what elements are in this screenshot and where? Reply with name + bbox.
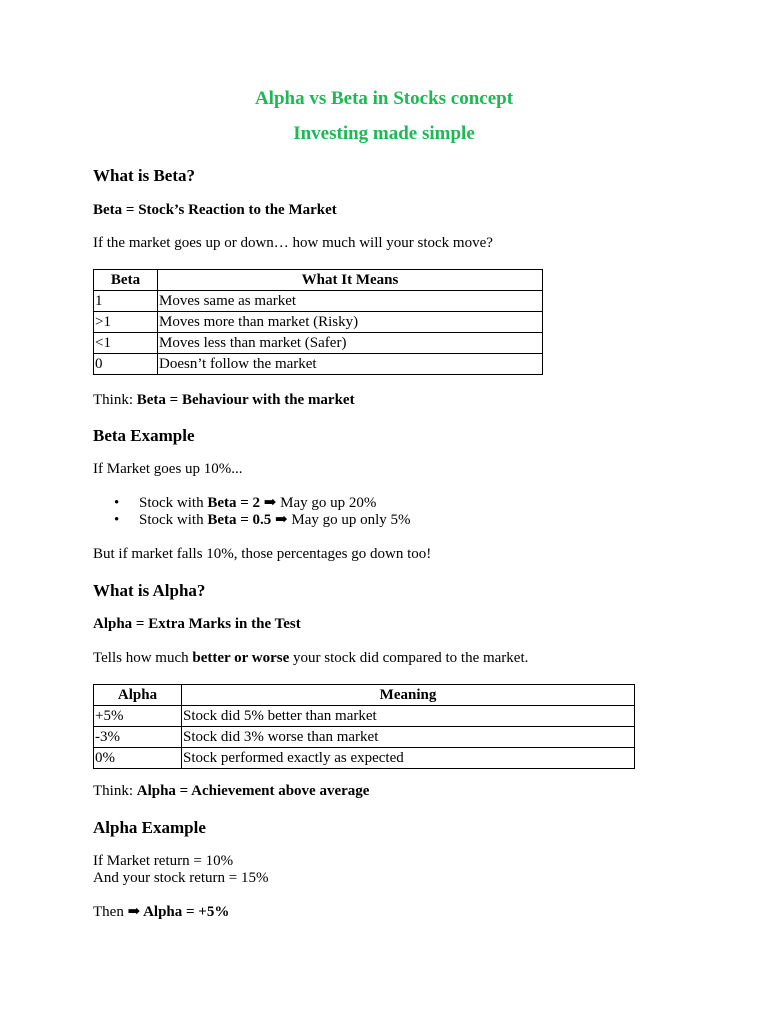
beta-table-header-beta: Beta bbox=[94, 270, 158, 291]
beta-question: If the market goes up or down… how much will your stock move? bbox=[93, 235, 493, 251]
beta-example-intro: If Market goes up 10%... bbox=[93, 461, 243, 477]
alpha-description bbox=[93, 650, 528, 667]
list-item bbox=[93, 512, 411, 529]
beta-heading: What is Beta? bbox=[93, 166, 195, 185]
bullet-bold: Beta = 0.5 ➡ bbox=[207, 512, 288, 528]
beta-meaning-cell: Doesn’t follow the market bbox=[158, 354, 543, 375]
bullet-suffix: May go up 20% bbox=[276, 495, 377, 511]
table-row bbox=[94, 706, 635, 727]
alpha-think-bold: Alpha = Achievement above average bbox=[136, 783, 370, 799]
alpha-definition: Alpha = Extra Marks in the Test bbox=[93, 616, 301, 632]
bullet-bold: Beta = 2 ➡ bbox=[207, 495, 277, 511]
bullet-suffix: May go up only 5% bbox=[287, 512, 411, 528]
table-row bbox=[94, 727, 635, 748]
bullet-icon: • bbox=[114, 512, 120, 528]
alpha-example-result bbox=[93, 904, 229, 921]
alpha-then-prefix: Then bbox=[93, 904, 128, 920]
beta-table-header-meaning: What It Means bbox=[158, 270, 543, 291]
beta-think-prefix: Think: bbox=[93, 392, 137, 408]
alpha-meaning-cell: Stock performed exactly as expected bbox=[182, 748, 635, 769]
table-row bbox=[94, 291, 543, 312]
alpha-example-heading: Alpha Example bbox=[93, 818, 206, 837]
beta-think-line bbox=[93, 392, 355, 409]
alpha-think-prefix: Think: bbox=[93, 783, 137, 799]
alpha-then-bold: ➡ Alpha = +5% bbox=[127, 904, 230, 920]
list-item bbox=[93, 495, 411, 512]
alpha-think-line bbox=[93, 783, 369, 800]
alpha-desc-prefix: Tells how much bbox=[93, 650, 193, 666]
alpha-value-cell: +5% bbox=[94, 706, 182, 727]
alpha-table bbox=[93, 684, 635, 769]
alpha-table-header-meaning: Meaning bbox=[182, 685, 635, 706]
alpha-value-cell: -3% bbox=[94, 727, 182, 748]
alpha-table-header-row bbox=[94, 685, 635, 706]
alpha-desc-bold: better or worse bbox=[192, 650, 290, 666]
document-title: Alpha vs Beta in Stocks concept bbox=[254, 88, 514, 109]
alpha-desc-suffix: your stock did compared to the market. bbox=[289, 650, 529, 666]
beta-example-note: But if market falls 10%, those percentages go down too! bbox=[93, 546, 432, 562]
beta-table-header-row bbox=[94, 270, 543, 291]
beta-value-cell: >1 bbox=[94, 312, 158, 333]
table-row bbox=[94, 354, 543, 375]
bullet-icon: • bbox=[114, 495, 120, 511]
beta-meaning-cell: Moves less than market (Safer) bbox=[158, 333, 543, 354]
alpha-table-header-alpha: Alpha bbox=[94, 685, 182, 706]
beta-think-bold: Beta = Behaviour with the market bbox=[136, 392, 355, 408]
table-row bbox=[94, 333, 543, 354]
alpha-meaning-cell: Stock did 5% better than market bbox=[182, 706, 635, 727]
alpha-heading: What is Alpha? bbox=[93, 581, 206, 600]
table-row bbox=[94, 748, 635, 769]
beta-meaning-cell: Moves more than market (Risky) bbox=[158, 312, 543, 333]
beta-table bbox=[93, 269, 543, 375]
beta-example-heading: Beta Example bbox=[93, 426, 195, 445]
beta-definition: Beta = Stock’s Reaction to the Market bbox=[93, 202, 337, 218]
alpha-meaning-cell: Stock did 3% worse than market bbox=[182, 727, 635, 748]
document-subtitle: Investing made simple bbox=[293, 123, 475, 144]
alpha-example-line1: If Market return = 10% bbox=[93, 853, 234, 869]
bullet-prefix: Stock with bbox=[139, 495, 208, 511]
beta-meaning-cell: Moves same as market bbox=[158, 291, 543, 312]
beta-value-cell: <1 bbox=[94, 333, 158, 354]
table-row bbox=[94, 312, 543, 333]
bullet-prefix: Stock with bbox=[139, 512, 208, 528]
alpha-value-cell: 0% bbox=[94, 748, 182, 769]
beta-example-list bbox=[93, 495, 411, 529]
beta-value-cell: 1 bbox=[94, 291, 158, 312]
beta-value-cell: 0 bbox=[94, 354, 158, 375]
alpha-example-line2: And your stock return = 15% bbox=[93, 870, 269, 886]
